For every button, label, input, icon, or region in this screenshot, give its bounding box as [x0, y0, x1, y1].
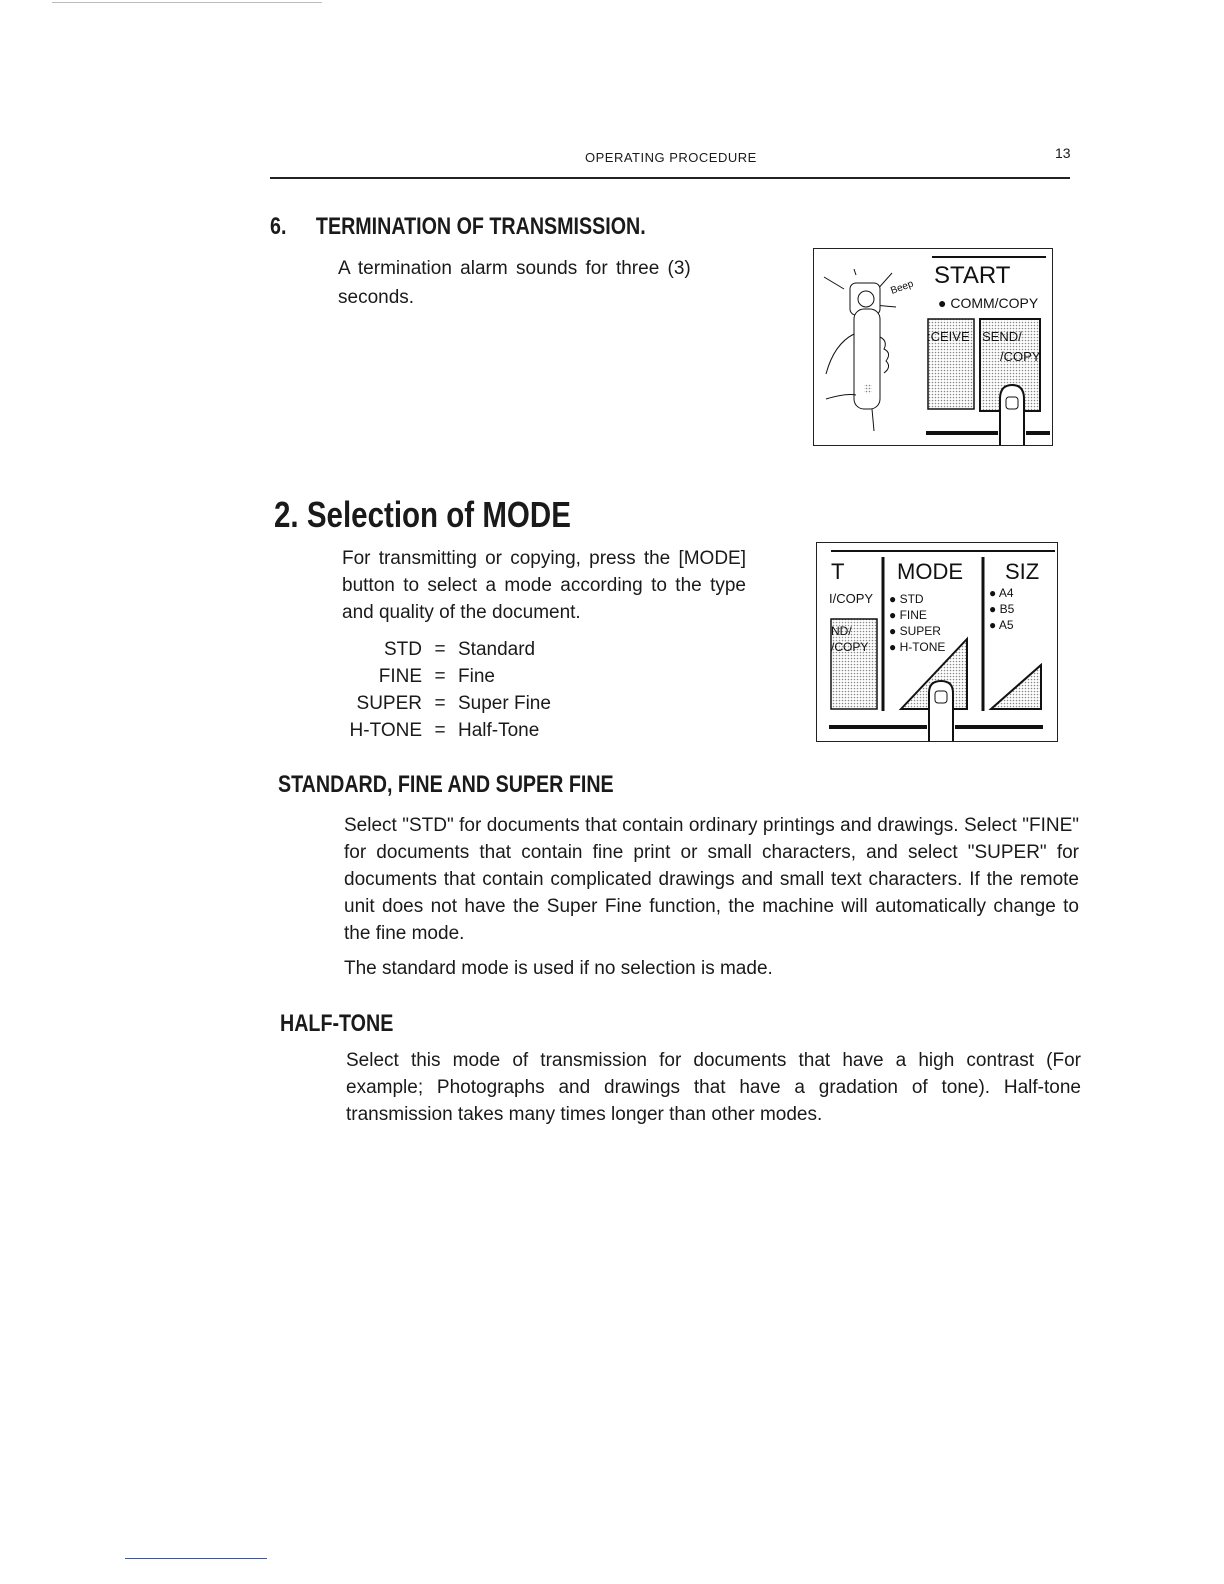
size-title: SIZ [1005, 559, 1040, 584]
send-key-label: SEND/ [982, 329, 1022, 344]
mode-panel-drawing [817, 543, 1057, 741]
mode-item: ● SUPER [889, 624, 941, 638]
section-2-heading [274, 494, 571, 536]
section-6-title: TERMINATION OF TRANSMISSION. [315, 213, 646, 240]
mode-row: FINE = Fine [378, 666, 495, 687]
size-key [991, 665, 1041, 709]
finger-icon [1000, 385, 1024, 445]
copy-key-label: /COPY [1000, 349, 1041, 364]
receive-key-label: :CEIVE [927, 329, 970, 344]
start-panel-drawing [814, 249, 1052, 445]
section-2-number: 2. [274, 494, 299, 535]
col1-title: T [831, 559, 845, 584]
mode-row: H-TONE = Half-Tone [349, 720, 540, 741]
handset-icon [826, 283, 889, 431]
mode-item: ● H-TONE [889, 640, 946, 654]
running-header: OPERATING PROCEDURE [585, 150, 757, 165]
size-item: ● B5 [989, 602, 1015, 616]
top-edge-line [52, 2, 322, 3]
mode-list [342, 636, 551, 744]
mode-item: ● FINE [889, 608, 927, 622]
size-item: ● A5 [989, 618, 1014, 632]
standard-note: The standard mode is used if no selection is made. [344, 958, 773, 979]
bottom-edge-line [125, 1558, 267, 1559]
finger-icon [929, 681, 953, 741]
standard-text: Select "STD" for documents that contain ordinary printings and drawings. Select "FINE" for documents that contain fine print or small characters, and select "SUPER" for documents that contain complicated drawings and small text characters. If the remote unit does not have the Super Fine function, the machine will automatically change to the fine mode. [344, 815, 1079, 944]
col1-sub: I/COPY [829, 591, 874, 606]
mode-row: SUPER = Super Fine [356, 693, 551, 714]
section-6-text: A termination alarm sounds for three (3) seconds. [338, 258, 691, 308]
halftone-text: Select this mode of transmission for documents that have a high contrast (For example; Photographs and drawings that have a gradation of tone). Half-tone transmission takes many times longer than other modes. [346, 1050, 1081, 1125]
standard-heading: STANDARD, FINE AND SUPER FINE [278, 771, 614, 798]
col1-key-label: ND/ [831, 624, 852, 638]
page-number: 13 [1055, 145, 1071, 161]
size-item: ● A4 [989, 586, 1014, 600]
start-panel-illustration [813, 248, 1053, 446]
mode-panel-illustration [816, 542, 1058, 742]
mode-row: STD = Standard [384, 639, 536, 660]
beep-label: Beep [889, 278, 915, 297]
halftone-heading: HALF-TONE [280, 1010, 394, 1037]
header-rule [270, 177, 1070, 179]
section-2-title: Selection of MODE [306, 494, 571, 535]
start-label: START [934, 262, 1011, 289]
section-2-text: For transmitting or copying, press the [MODE] button to select a mode according to the type and quality of the document. [342, 548, 746, 623]
section-6-heading [270, 213, 646, 241]
section-6-number: 6. [270, 213, 287, 240]
mode-item: ● STD [889, 592, 924, 606]
comm-copy-indicator: ● COMM/COPY [938, 295, 1039, 311]
col1-key-label: /COPY [831, 640, 869, 654]
mode-title: MODE [897, 559, 963, 584]
